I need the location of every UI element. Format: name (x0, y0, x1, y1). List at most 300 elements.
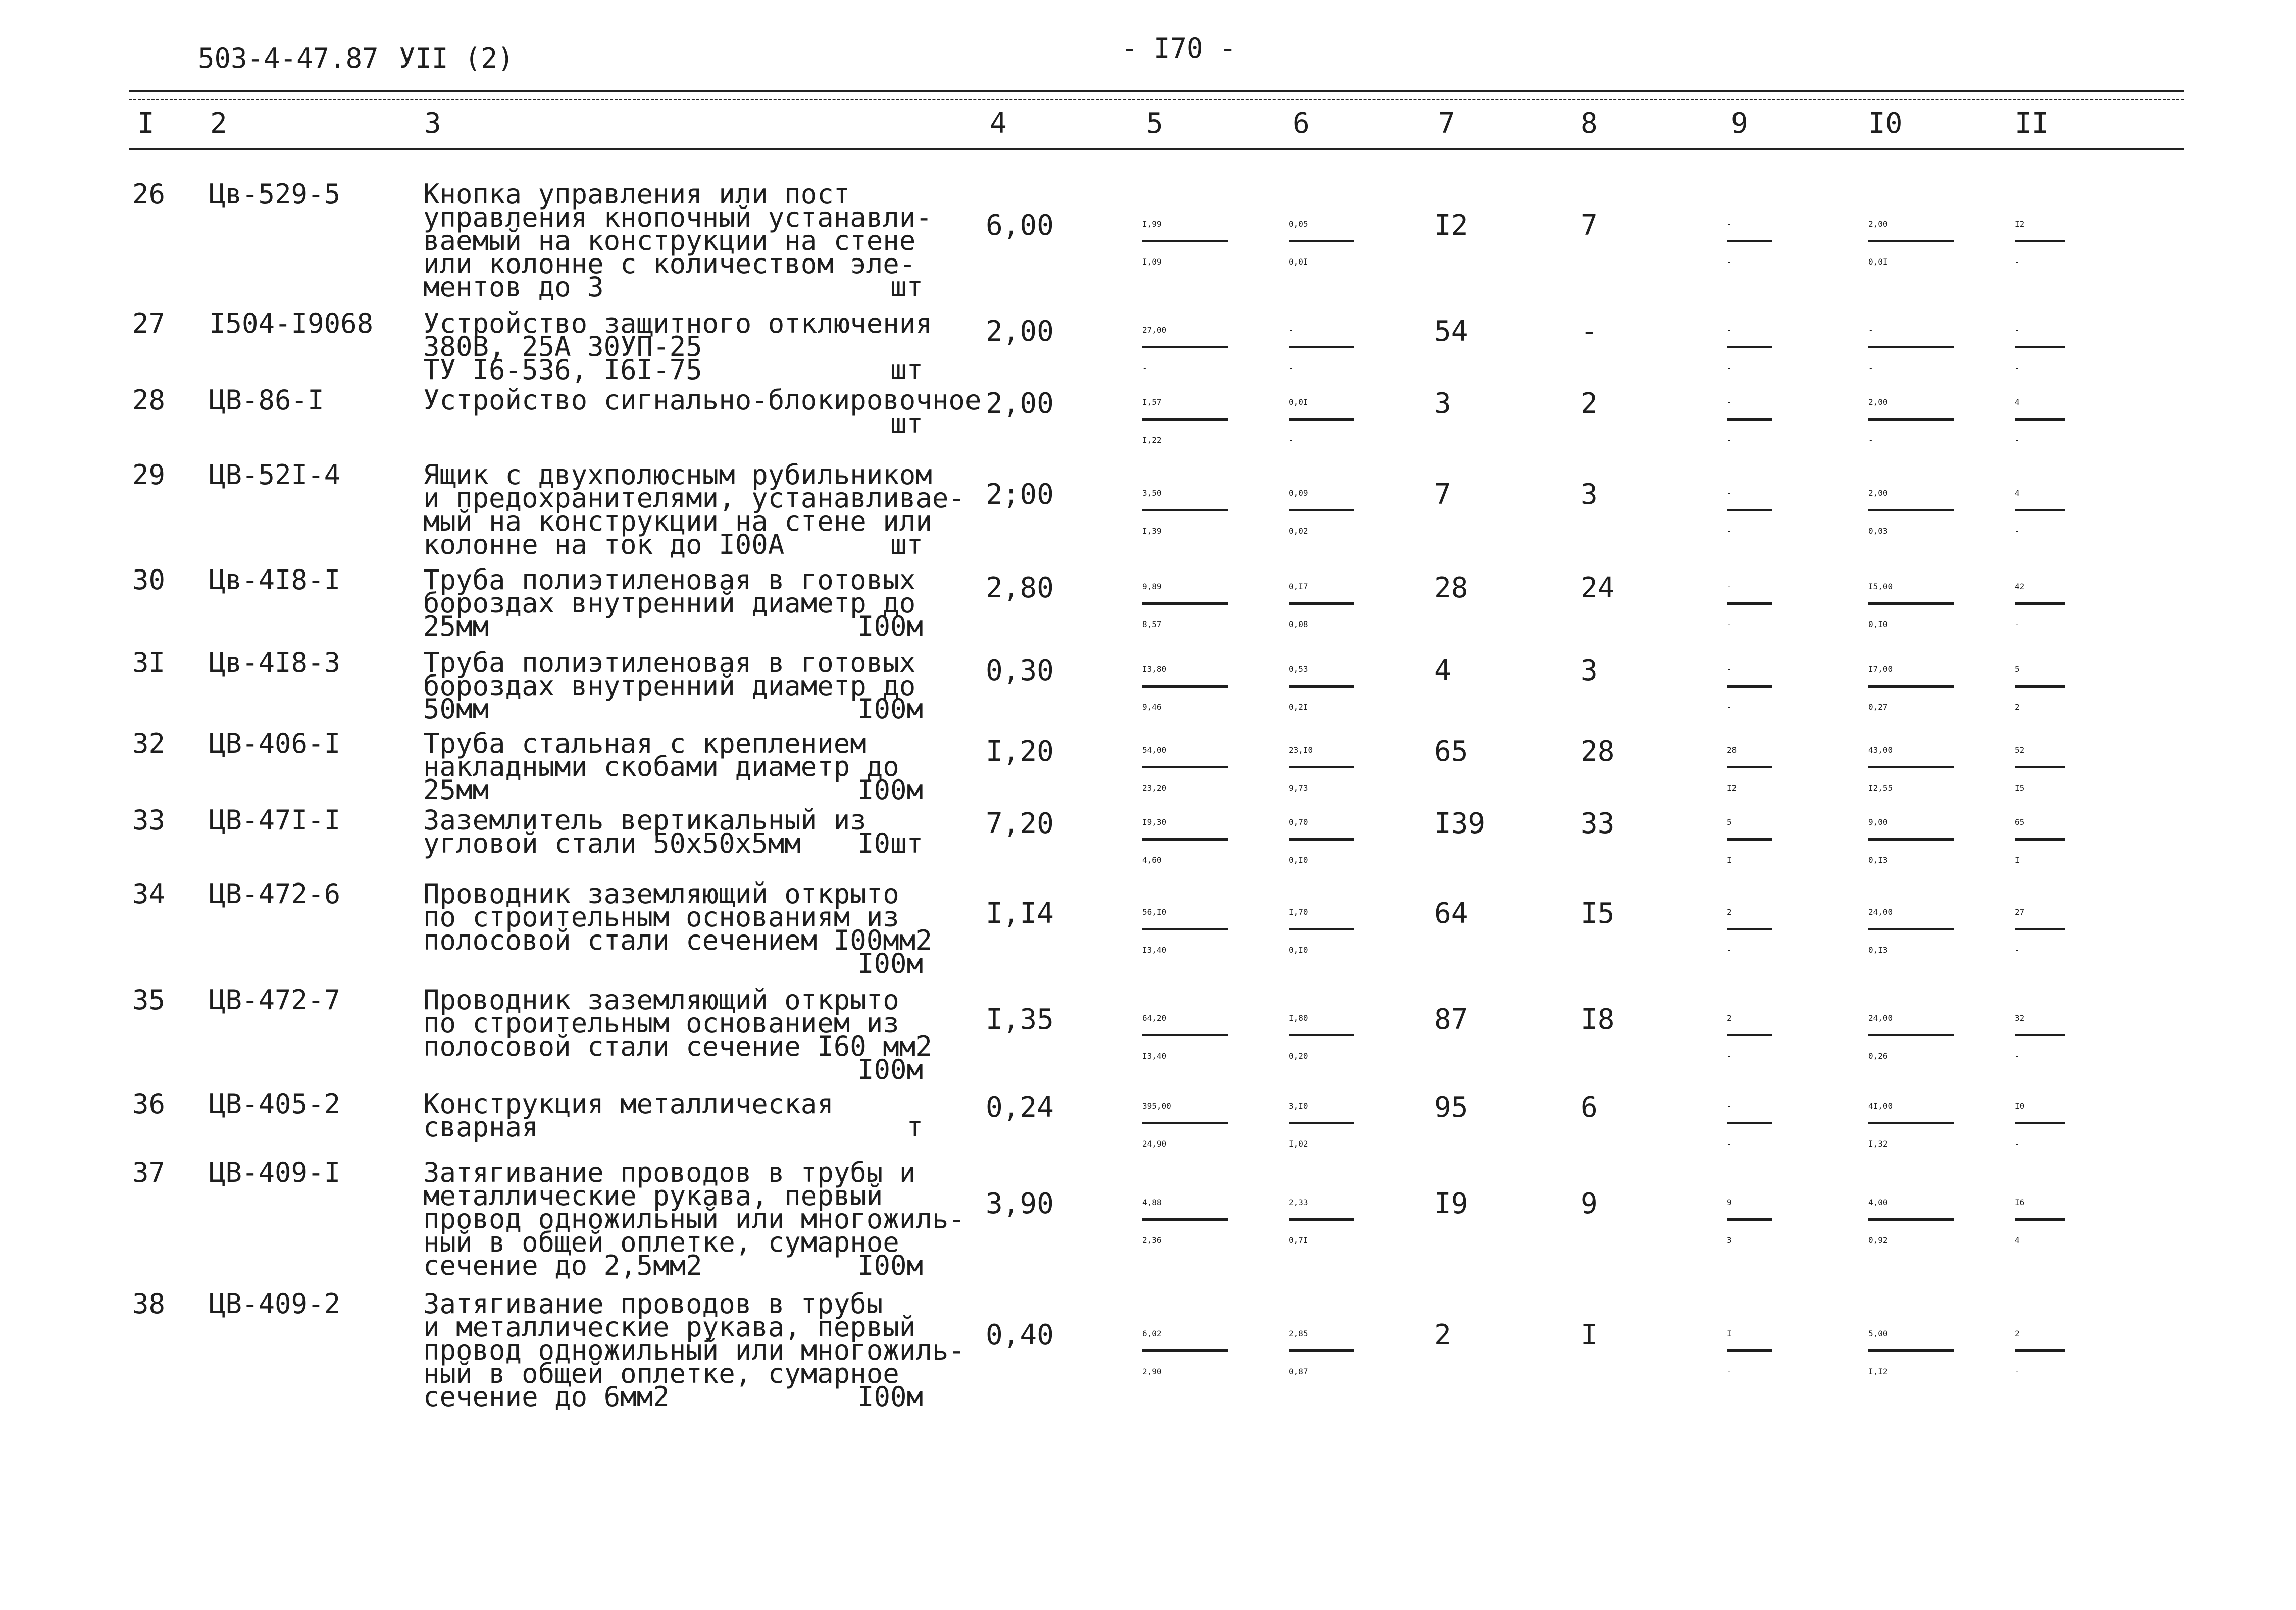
description-line: полосовой стали сечением I00мм2 (423, 924, 932, 956)
description-line: ментов до 3 шт (423, 271, 923, 303)
row-number: 30 (132, 564, 166, 596)
description-line: бороздах внутренний диаметр до (423, 587, 916, 619)
mass-fraction-top: - (1868, 317, 1954, 348)
section-label: УII (2) (399, 42, 514, 74)
unit-cost-fraction-bottom: 4,60 (1142, 855, 1162, 865)
wages-fraction (1289, 1093, 1354, 1158)
machine-cost-fraction-top: I (1727, 1320, 1772, 1352)
row-number: 35 (132, 984, 166, 1016)
wages-fraction (1289, 656, 1354, 721)
total-fraction-top: 2 (2015, 1320, 2065, 1352)
labor-value: 54 (1434, 315, 1468, 348)
quantity-value: 2,80 (986, 572, 1054, 604)
machine-cost-fraction-top: - (1727, 211, 1772, 242)
mass-fraction-top: I5,00 (1868, 573, 1954, 605)
wages-fraction-bottom: 9,73 (1289, 783, 1308, 793)
machine-cost-fraction-top: 5 (1727, 809, 1772, 841)
description-line: сечение до 6мм2 I00м (423, 1381, 923, 1413)
row-number: 37 (132, 1157, 166, 1188)
row-number: 36 (132, 1088, 166, 1120)
rate-code: Цв-4I8-I (209, 564, 341, 596)
total-fraction-bottom: - (2015, 945, 2020, 955)
total-fraction (2015, 737, 2065, 802)
item-description (423, 1157, 965, 1281)
description-line: 50мм I00м (423, 693, 923, 725)
total-fraction-bottom: - (2015, 435, 2020, 445)
rate-code: Цв-4I8-3 (209, 647, 341, 679)
mass-fraction-top: 5,00 (1868, 1320, 1954, 1352)
item-description (423, 984, 932, 1085)
mass-fraction (1868, 211, 1954, 276)
column-number: 7 (1438, 107, 1455, 140)
unit-of-measure: I00м (857, 1381, 923, 1413)
unit-of-measure: I00м (857, 693, 923, 725)
row-number: 33 (132, 804, 166, 836)
wages-fraction (1289, 389, 1354, 454)
description-line: металлические рукава, первый (423, 1180, 883, 1212)
description-line: Труба полиэтиленовая в готовых (423, 564, 916, 596)
wages-fraction (1289, 1189, 1354, 1254)
total-fraction-bottom: I (2015, 855, 2020, 865)
total-fraction (2015, 573, 2065, 638)
unit-cost-fraction-top: 56,I0 (1142, 899, 1228, 930)
row-number: 28 (132, 384, 166, 416)
mass-fraction (1868, 1320, 1954, 1385)
machine-cost-fraction-bottom: - (1727, 526, 1732, 536)
unit-cost-fraction (1142, 1320, 1228, 1385)
unit-cost-fraction-top: 27,00 (1142, 317, 1228, 348)
unit-of-measure: шт (890, 529, 923, 560)
total-fraction-top: 52 (2015, 737, 2065, 768)
total-fraction-top: 32 (2015, 1005, 2065, 1036)
table-top-rule-2 (129, 99, 2184, 100)
description-line (423, 948, 923, 979)
machine-cost-fraction-top: - (1727, 480, 1772, 511)
wages-fraction-bottom: 0,20 (1289, 1051, 1308, 1061)
machine-hours-value: 28 (1580, 735, 1615, 768)
description-line: провод одножильный или многожиль- (423, 1334, 965, 1366)
total-fraction-bottom: - (2015, 526, 2020, 536)
unit-cost-fraction (1142, 1005, 1228, 1070)
mass-fraction (1868, 480, 1954, 545)
unit-of-measure: шт (890, 354, 923, 386)
mass-fraction-top: 2,00 (1868, 389, 1954, 421)
labor-value: 3 (1434, 387, 1451, 420)
description-line: ный в общей оплетке, сумарное (423, 1358, 899, 1389)
description-line: управления кнопочный устанавли- (423, 201, 932, 233)
total-fraction-bottom: - (2015, 363, 2020, 373)
mass-fraction (1868, 656, 1954, 721)
machine-cost-fraction-bottom: - (1727, 702, 1732, 712)
mass-fraction (1868, 1093, 1954, 1158)
wages-fraction-top: 0,I7 (1289, 573, 1354, 605)
total-fraction (2015, 1320, 2065, 1385)
rate-code: ЦВ-472-6 (209, 878, 341, 910)
description-line: Труба полиэтиленовая в готовых (423, 647, 916, 679)
table-top-rule (129, 90, 2184, 92)
unit-of-measure: I00м (857, 1054, 923, 1085)
wages-fraction-top: 0,70 (1289, 809, 1354, 841)
machine-cost-fraction-top: - (1727, 317, 1772, 348)
machine-cost-fraction-top: - (1727, 389, 1772, 421)
total-fraction-top: I0 (2015, 1093, 2065, 1124)
wages-fraction-top: 0,53 (1289, 656, 1354, 688)
description-line: накладными скобами диаметр до (423, 751, 899, 783)
wages-fraction (1289, 899, 1354, 964)
total-fraction-top: 4 (2015, 480, 2065, 511)
machine-cost-fraction (1727, 656, 1772, 721)
wages-fraction (1289, 737, 1354, 802)
machine-cost-fraction (1727, 1189, 1772, 1254)
machine-cost-fraction-bottom: - (1727, 363, 1732, 373)
item-description (423, 728, 923, 806)
unit-cost-fraction-top: I,99 (1142, 211, 1228, 242)
machine-cost-fraction-top: - (1727, 1093, 1772, 1124)
quantity-value: I,35 (986, 1003, 1054, 1036)
description-line (423, 1054, 923, 1085)
description-line: по строительным основаниям из (423, 901, 899, 933)
unit-cost-fraction-top: 6,02 (1142, 1320, 1228, 1352)
mass-fraction (1868, 1189, 1954, 1254)
quantity-value: I,20 (986, 735, 1054, 768)
machine-cost-fraction (1727, 389, 1772, 454)
unit-of-measure: I00м (857, 610, 923, 642)
unit-cost-fraction-bottom: 9,46 (1142, 702, 1162, 712)
mass-fraction-top: 2,00 (1868, 211, 1954, 242)
rate-code: ЦВ-409-2 (209, 1288, 341, 1320)
rate-code: I504-I9068 (209, 307, 374, 339)
quantity-value: 2,00 (986, 387, 1054, 420)
unit-cost-fraction-bottom: I,09 (1142, 257, 1162, 267)
total-fraction-top: I6 (2015, 1189, 2065, 1221)
rate-code: ЦВ-52I-4 (209, 459, 341, 491)
rate-code: ЦВ-47I-I (209, 804, 341, 836)
row-number: 3I (132, 647, 166, 679)
wages-fraction-top: 3,I0 (1289, 1093, 1354, 1124)
item-description (423, 647, 923, 725)
total-fraction (2015, 809, 2065, 874)
quantity-value: 2;00 (986, 478, 1054, 511)
machine-hours-value: 3 (1580, 478, 1598, 511)
wages-fraction-bottom: - (1289, 363, 1294, 373)
unit-cost-fraction-bottom: - (1142, 363, 1147, 373)
description-line: колонне на ток до I00А шт (423, 529, 923, 560)
wages-fraction (1289, 1320, 1354, 1385)
mass-fraction (1868, 573, 1954, 638)
description-line: сварная т (423, 1111, 923, 1143)
quantity-value: 2,00 (986, 315, 1054, 348)
labor-value: 65 (1434, 735, 1468, 768)
machine-hours-value: I (1580, 1319, 1598, 1352)
total-fraction-top: 4 (2015, 389, 2065, 421)
description-line: Ящик с двухполюсным рубильником (423, 459, 932, 491)
unit-of-measure: I00м (857, 774, 923, 806)
unit-cost-fraction-top: 395,00 (1142, 1093, 1228, 1124)
machine-cost-fraction-bottom: - (1727, 619, 1732, 629)
machine-hours-value: 7 (1580, 209, 1598, 242)
machine-hours-value: I5 (1580, 897, 1615, 930)
wages-fraction-top: - (1289, 317, 1354, 348)
column-number: I0 (1868, 107, 1903, 140)
machine-cost-fraction (1727, 1320, 1772, 1385)
description-line: 25мм I00м (423, 774, 923, 806)
unit-cost-fraction (1142, 737, 1228, 802)
unit-cost-fraction-bottom: I,22 (1142, 435, 1162, 445)
quantity-value: 6,00 (986, 209, 1054, 242)
wages-fraction-bottom: I,02 (1289, 1139, 1308, 1149)
total-fraction (2015, 1093, 2065, 1158)
labor-value: 4 (1434, 654, 1451, 687)
machine-cost-fraction-top: - (1727, 573, 1772, 605)
labor-value: I9 (1434, 1187, 1468, 1220)
unit-cost-fraction-bottom: 2,90 (1142, 1367, 1162, 1376)
machine-cost-fraction-bottom: - (1727, 1367, 1732, 1376)
total-fraction-bottom: - (2015, 619, 2020, 629)
description-line: провод одножильный или многожиль- (423, 1203, 965, 1235)
total-fraction (2015, 317, 2065, 382)
wages-fraction-bottom: 0,I0 (1289, 855, 1308, 865)
item-description (423, 384, 982, 439)
wages-fraction-top: 23,I0 (1289, 737, 1354, 768)
machine-cost-fraction-bottom: - (1727, 257, 1732, 267)
unit-cost-fraction (1142, 317, 1228, 382)
wages-fraction-bottom: - (1289, 435, 1294, 445)
machine-cost-fraction-bottom: - (1727, 945, 1732, 955)
unit-of-measure: шт (890, 271, 923, 303)
unit-cost-fraction (1142, 480, 1228, 545)
mass-fraction-bottom: I,32 (1868, 1139, 1888, 1149)
wages-fraction (1289, 480, 1354, 545)
wages-fraction (1289, 1005, 1354, 1070)
total-fraction-top: 27 (2015, 899, 2065, 930)
column-number: 4 (990, 107, 1007, 140)
unit-cost-fraction-bottom: 2,36 (1142, 1235, 1162, 1245)
unit-cost-fraction-bottom: I,39 (1142, 526, 1162, 536)
unit-cost-fraction (1142, 656, 1228, 721)
machine-hours-value: 6 (1580, 1091, 1598, 1124)
wages-fraction-top: I,80 (1289, 1005, 1354, 1036)
mass-fraction-bottom: - (1868, 363, 1873, 373)
total-fraction-top: I2 (2015, 211, 2065, 242)
item-description (423, 804, 923, 859)
description-line: Конструкция металлическая (423, 1088, 834, 1120)
unit-cost-fraction-top: 9,89 (1142, 573, 1228, 605)
item-description (423, 307, 932, 386)
item-description (423, 178, 932, 303)
unit-cost-fraction (1142, 389, 1228, 454)
unit-of-measure: I00м (857, 1250, 923, 1281)
total-fraction-bottom: - (2015, 257, 2020, 267)
unit-cost-fraction-top: 54,00 (1142, 737, 1228, 768)
column-number: 2 (210, 107, 227, 140)
machine-cost-fraction-bottom: I2 (1727, 783, 1737, 793)
machine-cost-fraction-top: 2 (1727, 1005, 1772, 1036)
total-fraction-top: - (2015, 317, 2065, 348)
column-number: 3 (424, 107, 441, 140)
total-fraction-bottom: I5 (2015, 783, 2025, 793)
column-number: II (2015, 107, 2049, 140)
wages-fraction (1289, 211, 1354, 276)
row-number: 29 (132, 459, 166, 491)
page-number: - I70 - (1121, 32, 1236, 64)
machine-hours-value: 3 (1580, 654, 1598, 687)
row-number: 38 (132, 1288, 166, 1320)
labor-value: 87 (1434, 1003, 1468, 1036)
total-fraction-top: 42 (2015, 573, 2065, 605)
unit-cost-fraction (1142, 573, 1228, 638)
item-description (423, 878, 932, 979)
mass-fraction-top: 24,00 (1868, 1005, 1954, 1036)
labor-value: 2 (1434, 1319, 1451, 1352)
rate-code: Цв-529-5 (209, 178, 341, 210)
unit-cost-fraction (1142, 809, 1228, 874)
wages-fraction-bottom: 0,7I (1289, 1235, 1308, 1245)
labor-value: I39 (1434, 807, 1486, 840)
labor-value: I2 (1434, 209, 1468, 242)
mass-fraction-bottom: 0,92 (1868, 1235, 1888, 1245)
total-fraction (2015, 211, 2065, 276)
machine-cost-fraction (1727, 899, 1772, 964)
description-line: Устройство защитного отключения (423, 307, 932, 339)
machine-hours-value: 24 (1580, 572, 1615, 604)
wages-fraction-top: 2,85 (1289, 1320, 1354, 1352)
mass-fraction (1868, 389, 1954, 454)
total-fraction (2015, 1189, 2065, 1254)
rate-code: ЦВ-409-I (209, 1157, 341, 1188)
unit-cost-fraction (1142, 211, 1228, 276)
wages-fraction (1289, 573, 1354, 638)
column-header-rule (129, 148, 2184, 150)
mass-fraction (1868, 899, 1954, 964)
description-line: угловой стали 50х50х5мм I0шт (423, 827, 923, 859)
unit-cost-fraction-bottom: I3,40 (1142, 945, 1167, 955)
description-line: сечение до 2,5мм2 I00м (423, 1250, 923, 1281)
wages-fraction (1289, 809, 1354, 874)
unit-of-measure: I00м (857, 948, 923, 979)
unit-cost-fraction (1142, 1189, 1228, 1254)
total-fraction (2015, 899, 2065, 964)
wages-fraction-top: 0,0I (1289, 389, 1354, 421)
mass-fraction (1868, 737, 1954, 802)
mass-fraction-bottom: 0,26 (1868, 1051, 1888, 1061)
description-line: Труба стальная с креплением (423, 728, 866, 759)
wages-fraction-bottom: 0,I0 (1289, 945, 1308, 955)
machine-cost-fraction (1727, 573, 1772, 638)
machine-cost-fraction-bottom: - (1727, 1139, 1732, 1149)
description-line: Заземлитель вертикальный из (423, 804, 866, 836)
machine-cost-fraction-bottom: - (1727, 435, 1732, 445)
total-fraction-bottom: 2 (2015, 702, 2020, 712)
wages-fraction (1289, 317, 1354, 382)
mass-fraction-bottom: 0,I3 (1868, 945, 1888, 955)
row-number: 27 (132, 307, 166, 339)
mass-fraction (1868, 809, 1954, 874)
quantity-value: 7,20 (986, 807, 1054, 840)
row-number: 32 (132, 728, 166, 759)
item-description (423, 564, 923, 642)
description-line: Проводник заземляющий открыто (423, 984, 899, 1016)
unit-cost-fraction-bottom: 24,90 (1142, 1139, 1167, 1149)
quantity-value: 0,30 (986, 654, 1054, 687)
mass-fraction-bottom: I,I2 (1868, 1367, 1888, 1376)
machine-cost-fraction (1727, 1093, 1772, 1158)
mass-fraction-bottom: I2,55 (1868, 783, 1893, 793)
wages-fraction-bottom: 0,87 (1289, 1367, 1308, 1376)
column-number: 9 (1731, 107, 1748, 140)
description-line: Устройство сигнально-блокировочное (423, 384, 982, 416)
total-fraction-top: 5 (2015, 656, 2065, 688)
quantity-value: 0,24 (986, 1091, 1054, 1124)
total-fraction-bottom: - (2015, 1367, 2020, 1376)
machine-hours-value: 9 (1580, 1187, 1598, 1220)
unit-cost-fraction (1142, 1093, 1228, 1158)
unit-cost-fraction-bottom: 23,20 (1142, 783, 1167, 793)
mass-fraction-bottom: 0,27 (1868, 702, 1888, 712)
description-line: ТУ I6-536, I6I-75 шт (423, 354, 923, 386)
machine-hours-value: - (1580, 315, 1598, 348)
rate-code: ЦВ-86-I (209, 384, 324, 416)
mass-fraction-top: 43,00 (1868, 737, 1954, 768)
unit-of-measure: I0шт (857, 827, 923, 859)
column-number: 8 (1580, 107, 1598, 140)
total-fraction (2015, 480, 2065, 545)
mass-fraction (1868, 1005, 1954, 1070)
mass-fraction-bottom: - (1868, 435, 1873, 445)
unit-cost-fraction-top: I,57 (1142, 389, 1228, 421)
unit-of-measure: т (906, 1111, 923, 1143)
description-line: мый на конструкции на стене или (423, 505, 932, 537)
row-number: 26 (132, 178, 166, 210)
machine-cost-fraction (1727, 480, 1772, 545)
rate-code: ЦВ-472-7 (209, 984, 341, 1016)
machine-cost-fraction (1727, 317, 1772, 382)
quantity-value: 3,90 (986, 1187, 1054, 1220)
labor-value: 7 (1434, 478, 1451, 511)
unit-cost-fraction-bottom: 8,57 (1142, 619, 1162, 629)
rate-code: ЦВ-406-I (209, 728, 341, 759)
machine-cost-fraction-bottom: I (1727, 855, 1732, 865)
column-number: 5 (1146, 107, 1163, 140)
quantity-value: I,I4 (986, 897, 1054, 930)
machine-hours-value: I8 (1580, 1003, 1615, 1036)
labor-value: 64 (1434, 897, 1468, 930)
total-fraction (2015, 389, 2065, 454)
description-line: ваемый на конструкции на стене (423, 225, 916, 256)
total-fraction-top: 65 (2015, 809, 2065, 841)
mass-fraction-bottom: 0,03 (1868, 526, 1888, 536)
description-line: Кнопка управления или пост (423, 178, 850, 210)
mass-fraction-top: 9,00 (1868, 809, 1954, 841)
mass-fraction-top: 4,00 (1868, 1189, 1954, 1221)
total-fraction (2015, 656, 2065, 721)
labor-value: 28 (1434, 572, 1468, 604)
wages-fraction-bottom: 0,2I (1289, 702, 1308, 712)
total-fraction-bottom: - (2015, 1051, 2020, 1061)
machine-hours-value: 33 (1580, 807, 1615, 840)
description-line: по строительным основанием из (423, 1007, 899, 1039)
unit-cost-fraction-top: 4,88 (1142, 1189, 1228, 1221)
wages-fraction-top: I,70 (1289, 899, 1354, 930)
machine-hours-value: 2 (1580, 387, 1598, 420)
item-description (423, 459, 965, 560)
total-fraction-bottom: - (2015, 1139, 2020, 1149)
description-line: Затягивание проводов в трубы и (423, 1157, 916, 1188)
quantity-value: 0,40 (986, 1319, 1054, 1352)
machine-cost-fraction (1727, 211, 1772, 276)
description-line (423, 407, 923, 439)
wages-fraction-top: 2,33 (1289, 1189, 1354, 1221)
item-description (423, 1088, 923, 1143)
